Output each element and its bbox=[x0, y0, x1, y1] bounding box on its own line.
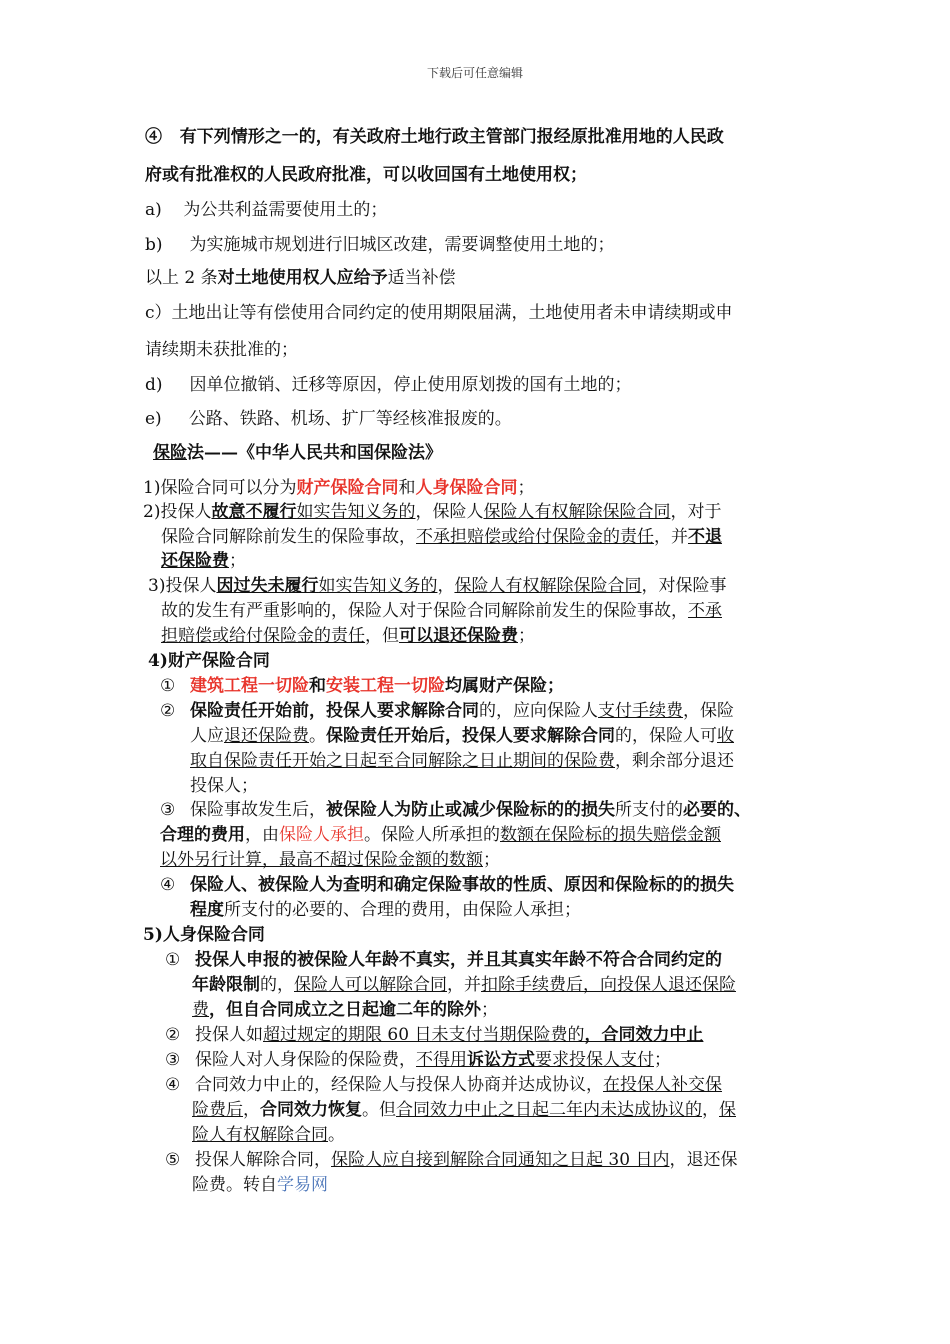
insurance-item-2-line2: 保险合同解除前发生的保险事故，不承担赔偿或给付保险金的责任，并不退 bbox=[161, 527, 722, 547]
land-compensation-note: 以上 2 条对土地使用权人应给予适当补偿 bbox=[145, 268, 456, 288]
property-item-2-line4: 投保人； bbox=[190, 776, 258, 796]
property-item-3-line3: 以外另行计算，最高不超过保险金额的数额； bbox=[160, 850, 500, 870]
circled-number: ② bbox=[165, 1025, 181, 1045]
insurance-item-1: 1)保险合同可以分为财产保险合同和人身保险合同； bbox=[143, 478, 535, 498]
insurance-item-3-line2: 故的发生有严重影响的，保险人对于保险合同解除前发生的保险事故，不承 bbox=[161, 601, 722, 621]
circled-number: ② bbox=[160, 701, 176, 721]
property-item-3-line2: 合理的费用，由保险人承担。保险人所承担的数额在保险标的损失赔偿金额 bbox=[160, 825, 721, 845]
circled-number: ④ bbox=[165, 1075, 181, 1095]
property-item-4-line2: 程度所支付的必要的、合理的费用，由保险人承担； bbox=[190, 900, 581, 920]
life-item-5-line2: 险费。转自学易网 bbox=[192, 1175, 328, 1195]
circled-number: ④ bbox=[145, 127, 162, 147]
property-item-2-line3: 取自保险责任开始之日起至合同解除之日止期间的保险费，剩余部分退还 bbox=[190, 751, 734, 771]
circled-number: ⑤ bbox=[165, 1150, 181, 1170]
life-item-5-line1: ⑤ 投保人解除合同，保险人应自接到解除合同通知之日起 30 日内，退还保 bbox=[165, 1150, 738, 1170]
life-item-3: ③ 保险人对人身保险的保险费，不得用诉讼方式要求投保人支付； bbox=[165, 1050, 671, 1070]
circled-number: ① bbox=[160, 676, 176, 696]
property-item-2-line1: ② 保险责任开始前，投保人要求解除合同的，应向保险人支付手续费，保险 bbox=[160, 701, 734, 721]
insurance-item-3-line1: 3)投保人因过失未履行如实告知义务的，保险人有权解除保险合同，对保险事 bbox=[148, 576, 727, 596]
insurance-law-title: 保险法——《中华人民共和国保险法》 bbox=[153, 443, 442, 463]
life-item-1-line1: ① 投保人申报的被保险人年龄不真实，并且其真实年龄不符合合同约定的 bbox=[165, 950, 722, 970]
insurance-item-3-line3: 担赔偿或给付保险金的责任，但可以退还保险费； bbox=[161, 626, 535, 646]
life-insurance-heading: 5)人身保险合同 bbox=[143, 925, 265, 945]
page-header: 下载后可任意编辑 bbox=[426, 66, 523, 80]
land-item-4-line1: ④ 有下列情形之一的，有关政府土地行政主管部门报经原批准用地的人民政 bbox=[145, 127, 724, 147]
life-item-1-line3: 费，但自合同成立之日起逾二年的除外； bbox=[192, 1000, 498, 1020]
land-item-c-line2: 请续期未获批准的； bbox=[145, 340, 298, 360]
life-item-2: ② 投保人如超过规定的期限 60 日未支付当期保险费的，合同效力中止 bbox=[165, 1025, 704, 1045]
property-insurance-heading: 4)财产保险合同 bbox=[148, 651, 270, 671]
land-item-a: a) 为公共利益需要使用土的； bbox=[145, 200, 388, 220]
land-item-4-line2: 府或有批准权的人民政府批准，可以收回国有土地使用权； bbox=[145, 165, 587, 185]
source-link[interactable]: 学易网 bbox=[277, 1175, 328, 1195]
life-item-4-line1: ④ 合同效力中止的，经保险人与投保人协商并达成协议，在投保人补交保 bbox=[165, 1075, 722, 1095]
circled-number: ③ bbox=[165, 1050, 181, 1070]
land-item-c-line1: c）土地出让等有偿使用合同约定的使用期限届满，土地使用者未申请续期或申 bbox=[145, 303, 733, 323]
life-item-1-line2: 年龄限制的，保险人可以解除合同，并扣除手续费后，向投保人退还保险 bbox=[192, 975, 736, 995]
circled-number: ③ bbox=[160, 800, 176, 820]
land-item-d: d) 因单位撤销、迁移等原因，停止使用原划拨的国有土地的； bbox=[145, 375, 632, 395]
property-item-2-line2: 人应退还保险费。保险责任开始后，投保人要求解除合同的，保险人可收 bbox=[190, 726, 734, 746]
property-item-3-line1: ③ 保险事故发生后，被保险人为防止或减少保险标的的损失所支付的必要的、 bbox=[160, 800, 751, 820]
circled-number: ① bbox=[165, 950, 181, 970]
life-item-4-line2: 险费后，合同效力恢复。但合同效力中止之日起二年内未达成协议的，保 bbox=[192, 1100, 736, 1120]
insurance-item-2-line1: 2)投保人故意不履行如实告知义务的，保险人保险人有权解除保险合同，对于 bbox=[143, 502, 722, 522]
property-item-4-line1: ④ 保险人、被保险人为查明和确定保险事故的性质、原因和保险标的的损失 bbox=[160, 875, 734, 895]
property-item-1: ① 建筑工程一切险和安装工程一切险均属财产保险； bbox=[160, 676, 564, 696]
circled-number: ④ bbox=[160, 875, 176, 895]
land-item-b: b) 为实施城市规划进行旧城区改建，需要调整使用土地的； bbox=[145, 235, 615, 255]
life-item-4-line3: 险人有权解除合同。 bbox=[192, 1125, 345, 1145]
land-item-e: e) 公路、铁路、机场、扩厂等经核准报废的。 bbox=[145, 409, 512, 429]
insurance-item-2-line3: 还保险费； bbox=[161, 551, 246, 571]
